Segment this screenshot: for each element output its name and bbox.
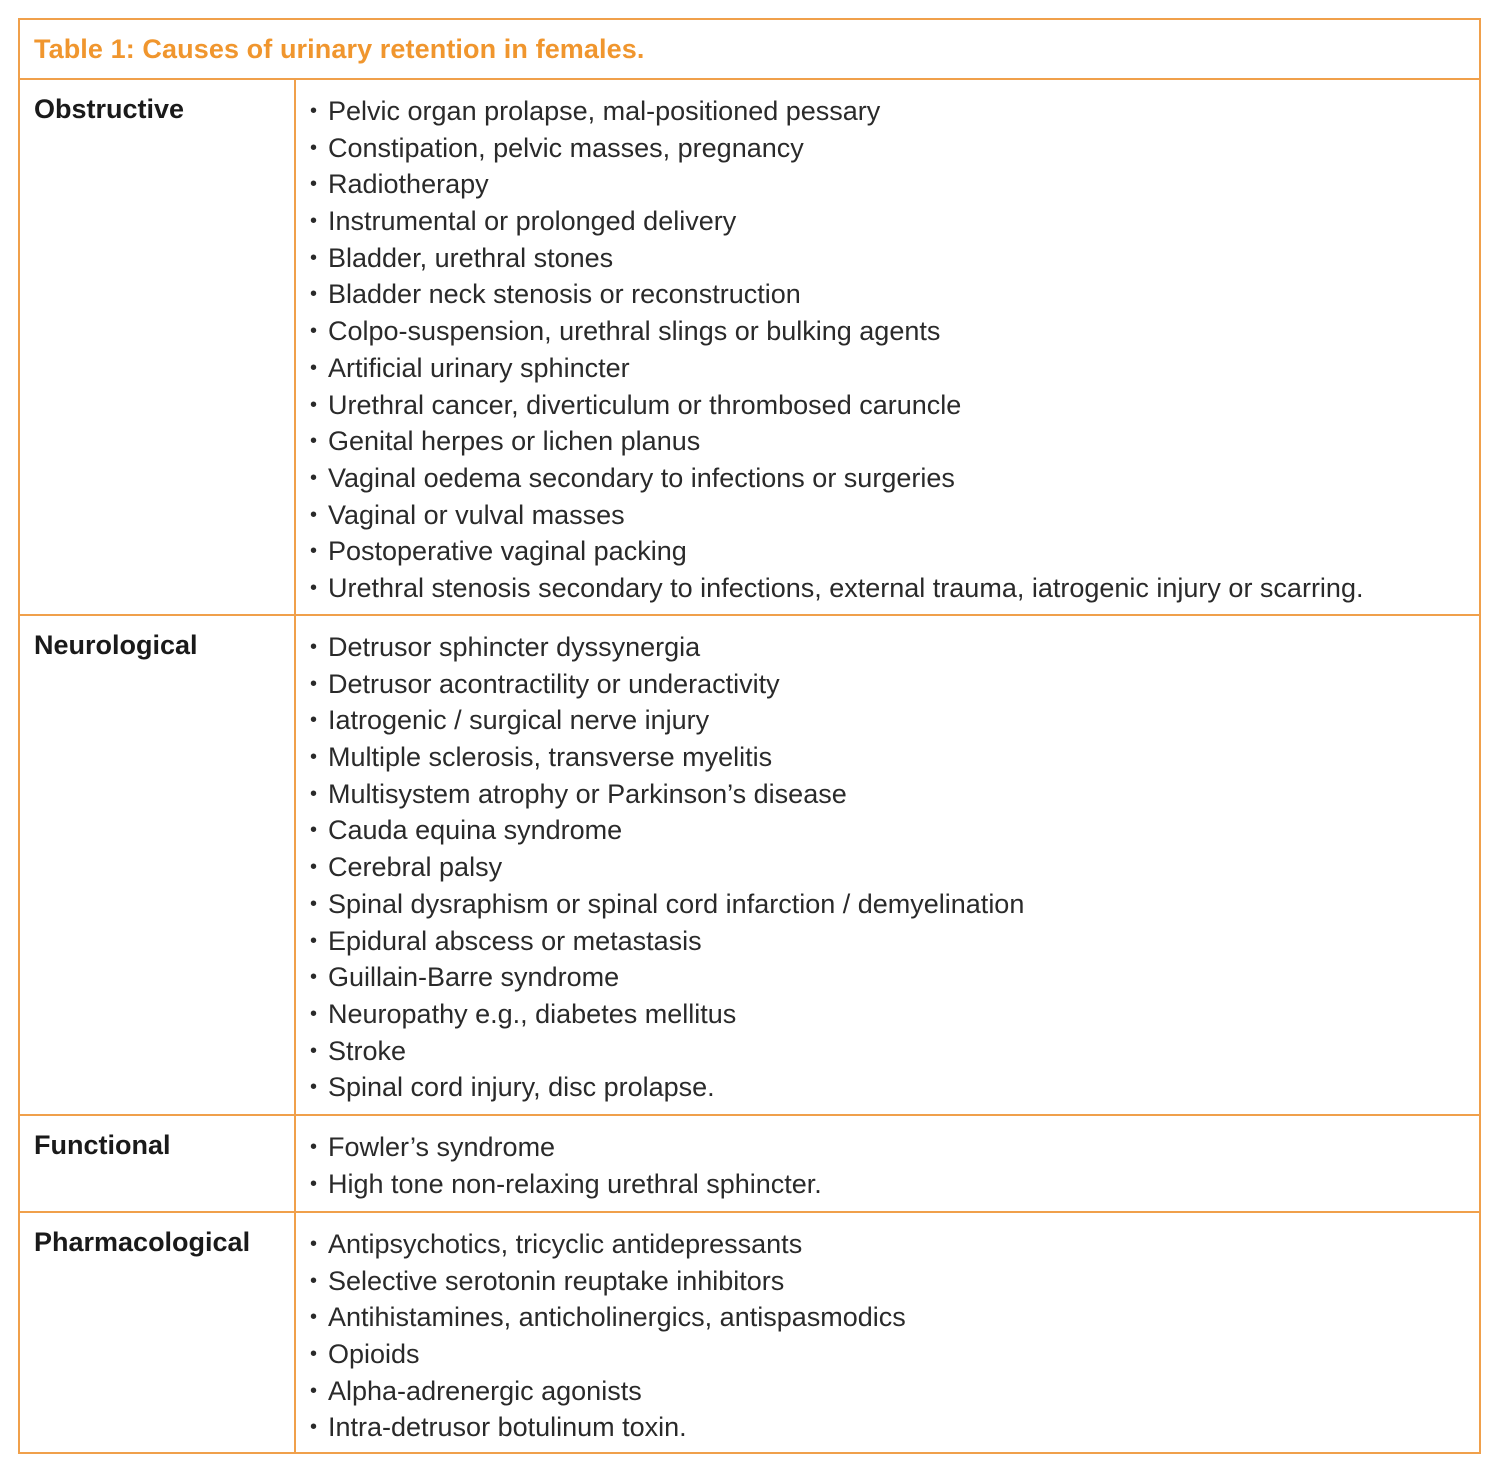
cause-text: Cerebral palsy <box>328 852 503 883</box>
bullet-icon: • <box>310 1172 318 1195</box>
cause-item <box>310 1033 1479 1070</box>
cause-item <box>310 460 1479 497</box>
cause-item <box>310 1336 1479 1373</box>
cause-text: Postoperative vaginal packing <box>328 536 687 567</box>
cause-text: Radiotherapy <box>328 169 489 200</box>
cause-text: Intra-detrusor botulinum toxin. <box>328 1412 687 1443</box>
category-label-obstructive: Obstructive <box>34 94 185 124</box>
bullet-icon: • <box>310 1416 318 1439</box>
cause-item <box>310 313 1479 350</box>
category-label-pharmacological: Pharmacological <box>34 1227 251 1257</box>
cause-item <box>310 666 1479 703</box>
bullet-icon: • <box>310 966 318 989</box>
table-title-row <box>20 20 1479 80</box>
bullet-icon: • <box>310 246 318 269</box>
cause-text: Alpha-adrenergic agonists <box>328 1375 642 1406</box>
cause-text: Urethral stenosis secondary to infections, external trauma, iatrogenic injury or scarring. <box>328 572 1364 603</box>
cause-text: Multiple sclerosis, transverse myelitis <box>328 742 773 773</box>
cause-text: Cauda equina syndrome <box>328 815 623 846</box>
cause-text: Detrusor acontractility or underactivity <box>328 668 780 699</box>
bullet-icon: • <box>310 1306 318 1329</box>
category-row-obstructive <box>20 80 1479 616</box>
cause-text: High tone non-relaxing urethral sphincter. <box>328 1168 822 1199</box>
cause-text: Artificial urinary sphincter <box>328 352 630 383</box>
cause-item <box>310 702 1479 739</box>
bullet-icon: • <box>310 709 318 732</box>
cause-text: Epidural abscess or metastasis <box>328 925 702 956</box>
cause-item <box>310 1409 1479 1446</box>
causes-table <box>18 18 1481 1454</box>
cause-item <box>310 739 1479 776</box>
items-cell <box>296 616 1479 1114</box>
cause-text: Vaginal or vulval masses <box>328 499 625 530</box>
cause-item <box>310 1166 1479 1203</box>
category-cell <box>20 1116 296 1211</box>
cause-text: Multisystem atrophy or Parkinson’s disease <box>328 778 847 809</box>
cause-text: Iatrogenic / surgical nerve injury <box>328 705 710 736</box>
bullet-icon: • <box>310 283 318 306</box>
cause-item <box>310 812 1479 849</box>
cause-text: Selective serotonin reuptake inhibitors <box>328 1265 785 1296</box>
cause-item <box>310 849 1479 886</box>
cause-item <box>310 130 1479 167</box>
cause-item <box>310 1226 1479 1263</box>
bullet-icon: • <box>310 320 318 343</box>
bullet-icon: • <box>310 856 318 879</box>
cause-item <box>310 240 1479 277</box>
bullet-icon: • <box>310 173 318 196</box>
bullet-icon: • <box>310 782 318 805</box>
bullet-icon: • <box>310 100 318 122</box>
cause-text: Spinal dysraphism or spinal cord infarction / demyelination <box>328 888 1025 919</box>
bullet-icon: • <box>310 503 318 526</box>
cause-item <box>310 959 1479 996</box>
cause-item <box>310 203 1479 240</box>
cause-item <box>310 1373 1479 1410</box>
bullet-icon: • <box>310 819 318 842</box>
cause-text: Spinal cord injury, disc prolapse. <box>328 1072 715 1103</box>
cause-list-obstructive <box>310 93 1479 607</box>
cause-item <box>310 387 1479 424</box>
bullet-icon: • <box>310 1343 318 1366</box>
cause-item <box>310 1263 1479 1300</box>
cause-item <box>310 276 1479 313</box>
category-row-functional <box>20 1116 1479 1213</box>
bullet-icon: • <box>310 356 318 379</box>
category-label-neurological: Neurological <box>34 630 198 660</box>
bullet-icon: • <box>310 929 318 952</box>
bullet-icon: • <box>310 1233 318 1255</box>
bullet-icon: • <box>310 430 318 453</box>
cause-item <box>310 629 1479 666</box>
bullet-icon: • <box>310 136 318 159</box>
cause-item <box>310 776 1479 813</box>
cause-item <box>310 996 1479 1033</box>
cause-text: Instrumental or prolonged delivery <box>328 206 737 237</box>
cause-item <box>310 570 1479 607</box>
table-title: Table 1: Causes of urinary retention in females. <box>34 33 645 64</box>
cause-item <box>310 350 1479 387</box>
bullet-icon: • <box>310 210 318 233</box>
cause-item <box>310 886 1479 923</box>
bullet-icon: • <box>310 746 318 769</box>
bullet-icon: • <box>310 1076 318 1099</box>
cause-text: Bladder neck stenosis or reconstruction <box>328 279 801 310</box>
items-cell <box>296 1116 1479 1211</box>
bullet-icon: • <box>310 636 318 658</box>
bullet-icon: • <box>310 1039 318 1062</box>
bullet-icon: • <box>310 892 318 915</box>
cause-text: Antipsychotics, tricyclic antidepressants <box>328 1229 803 1259</box>
cause-text: Detrusor sphincter dyssynergia <box>328 632 701 662</box>
category-row-pharmacological <box>20 1213 1479 1452</box>
cause-item <box>310 1299 1479 1336</box>
cause-text: Opioids <box>328 1339 420 1370</box>
cause-item <box>310 166 1479 203</box>
cause-item <box>310 533 1479 570</box>
cause-text: Urethral cancer, diverticulum or thrombosed caruncle <box>328 389 962 420</box>
cause-text: Vaginal oedema secondary to infections or surgeries <box>328 462 955 493</box>
bullet-icon: • <box>310 1379 318 1402</box>
category-cell <box>20 80 296 614</box>
cause-list-functional <box>310 1129 1479 1202</box>
bullet-icon: • <box>310 1269 318 1292</box>
bullet-icon: • <box>310 1136 318 1158</box>
cause-text: Bladder, urethral stones <box>328 242 614 273</box>
category-cell <box>20 616 296 1114</box>
category-cell <box>20 1213 296 1452</box>
cause-text: Colpo-suspension, urethral slings or bulking agents <box>328 316 941 347</box>
cause-text: Fowler’s syndrome <box>328 1132 556 1162</box>
bullet-icon: • <box>310 1002 318 1025</box>
category-label-functional: Functional <box>34 1130 171 1160</box>
cause-item <box>310 923 1479 960</box>
category-row-neurological <box>20 616 1479 1116</box>
cause-text: Constipation, pelvic masses, pregnancy <box>328 132 804 163</box>
cause-text: Guillain-Barre syndrome <box>328 962 620 993</box>
bullet-icon: • <box>310 672 318 695</box>
bullet-icon: • <box>310 576 318 599</box>
cause-item <box>310 1129 1479 1166</box>
cause-text: Antihistamines, anticholinergics, antispasmodics <box>328 1302 906 1333</box>
items-cell <box>296 80 1479 614</box>
items-cell <box>296 1213 1479 1452</box>
bullet-icon: • <box>310 393 318 416</box>
cause-item <box>310 93 1479 130</box>
bullet-icon: • <box>310 466 318 489</box>
cause-item <box>310 423 1479 460</box>
cause-item <box>310 1069 1479 1106</box>
cause-list-pharmacological <box>310 1226 1479 1446</box>
cause-text: Pelvic organ prolapse, mal-positioned pessary <box>328 96 881 126</box>
cause-item <box>310 497 1479 534</box>
cause-text: Neuropathy e.g., diabetes mellitus <box>328 998 737 1029</box>
bullet-icon: • <box>310 540 318 563</box>
cause-text: Stroke <box>328 1035 407 1066</box>
cause-text: Genital herpes or lichen planus <box>328 426 701 457</box>
cause-list-neurological <box>310 629 1479 1106</box>
